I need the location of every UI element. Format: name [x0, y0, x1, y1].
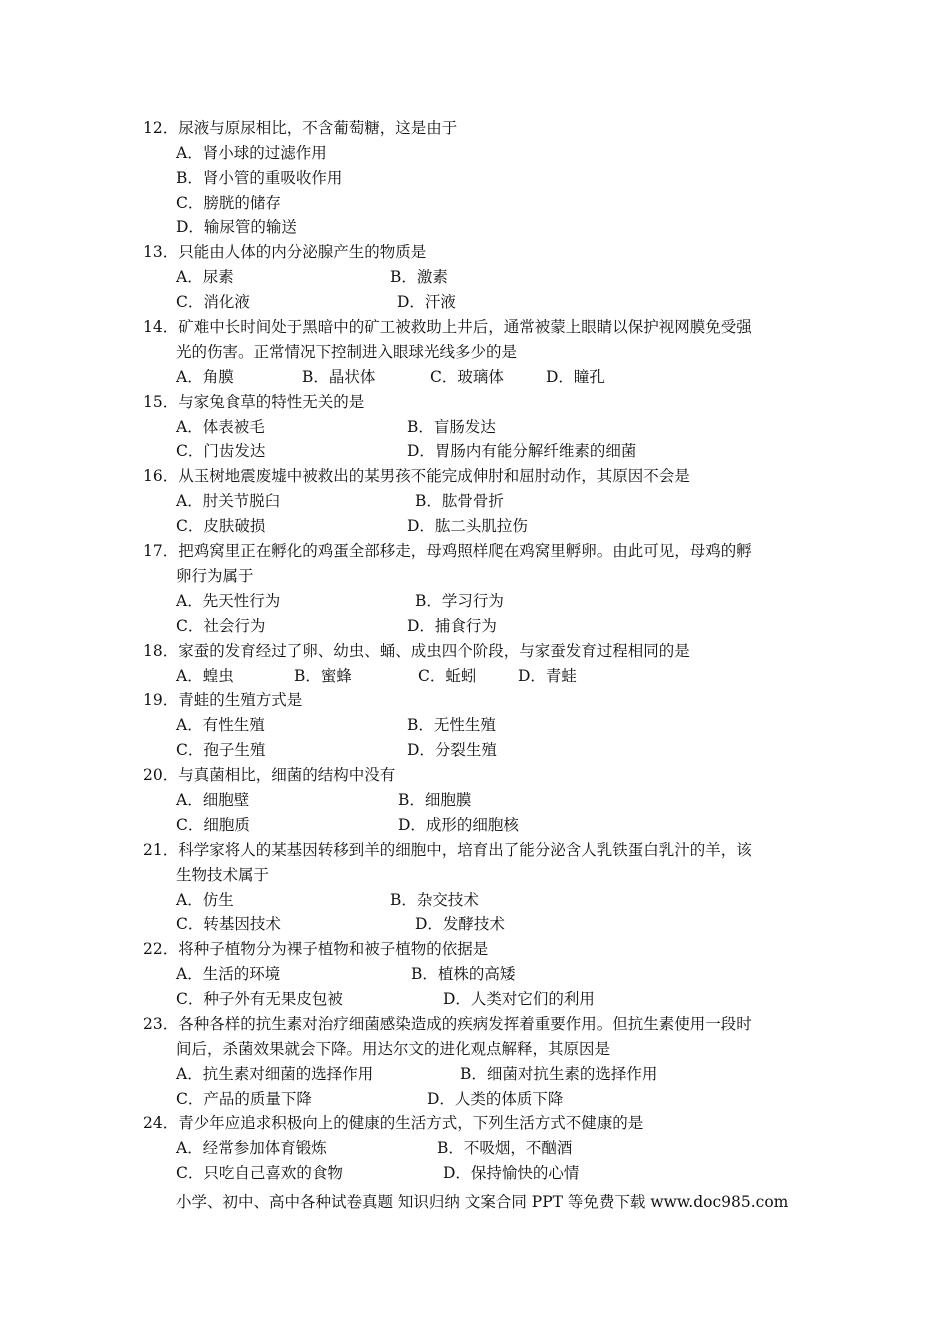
question-22-stem: 22．将种子植物分为裸子植物和被子植物的依据是 — [143, 940, 489, 958]
question-20-option-d: D．成形的细胞核 — [398, 816, 519, 834]
question-24-option-c: C．只吃自己喜欢的食物 — [176, 1164, 343, 1182]
question-13-option-b: B．激素 — [390, 268, 448, 286]
question-23-option-b: B．细菌对抗生素的选择作用 — [460, 1065, 658, 1083]
question-23-stem: 23．各种各样的抗生素对治疗细菌感染造成的疾病发挥着重要作用。但抗生素使用一段时 — [143, 1015, 752, 1033]
question-13-option-a: A．尿素 — [176, 268, 234, 286]
question-20-option-c: C．细胞质 — [176, 816, 250, 834]
question-18-option-d: D．青蛙 — [518, 667, 577, 685]
question-23-stem-continued: 间后，杀菌效果就会下降。用达尔文的进化观点解释，其原因是 — [176, 1040, 611, 1058]
question-12-option-b: B．肾小管的重吸收作用 — [176, 169, 343, 187]
question-19-option-c: C．孢子生殖 — [176, 741, 266, 759]
question-14-stem: 14．矿难中长时间处于黑暗中的矿工被救助上井后，通常被蒙上眼睛以保护视网膜免受强 — [143, 318, 752, 336]
question-14-option-b: B．晶状体 — [302, 368, 376, 386]
question-15-stem: 15．与家兔食草的特性无关的是 — [143, 393, 365, 411]
question-22-option-c: C．种子外有无果皮包被 — [176, 990, 343, 1008]
question-18-stem: 18．家蚕的发育经过了卵、幼虫、蛹、成虫四个阶段，与家蚕发育过程相同的是 — [143, 642, 690, 660]
question-16-option-c: C．皮肤破损 — [176, 517, 266, 535]
question-18-option-c: C．蚯蚓 — [418, 667, 477, 685]
page-footer: 小学、初中、高中各种试卷真题 知识归纳 文案合同 PPT 等免费下载 www.doc985.com — [176, 1193, 789, 1211]
question-15-option-a: A．体表被毛 — [176, 418, 265, 436]
question-22-option-d: D．人类对它们的利用 — [443, 990, 595, 1008]
question-19-option-a: A．有性生殖 — [176, 716, 265, 734]
question-22-option-a: A．生活的环境 — [176, 965, 281, 983]
question-14-option-a: A．角膜 — [176, 368, 234, 386]
question-12-option-a: A．肾小球的过滤作用 — [176, 144, 327, 162]
question-24-option-a: A．经常参加体育锻炼 — [176, 1139, 327, 1157]
question-21-option-c: C．转基因技术 — [176, 915, 281, 933]
question-18-option-b: B．蜜蜂 — [294, 667, 352, 685]
question-23-option-d: D．人类的体质下降 — [427, 1090, 564, 1108]
question-19-stem: 19．青蛙的生殖方式是 — [143, 691, 303, 709]
question-17-option-a: A．先天性行为 — [176, 592, 281, 610]
question-13-option-d: D．汗液 — [397, 293, 456, 311]
question-12-stem: 12．尿液与原尿相比，不含葡萄糖，这是由于 — [143, 119, 458, 137]
question-21-stem-continued: 生物技术属于 — [176, 866, 270, 884]
question-19-option-b: B．无性生殖 — [407, 716, 496, 734]
question-14-option-d: D．瞳孔 — [546, 368, 605, 386]
question-12-option-d: D．输尿管的输送 — [176, 218, 297, 236]
question-20-option-b: B．细胞膜 — [398, 791, 472, 809]
question-16-stem: 16．从玉树地震废墟中被救出的某男孩不能完成伸肘和屈肘动作，其原因不会是 — [143, 467, 690, 485]
question-16-option-d: D．肱二头肌拉伤 — [407, 517, 528, 535]
question-21-option-a: A．仿生 — [176, 891, 234, 909]
question-17-option-b: B．学习行为 — [415, 592, 504, 610]
question-15-option-d: D．胃肠内有能分解纤维素的细菌 — [407, 442, 637, 460]
question-23-option-c: C．产品的质量下降 — [176, 1090, 312, 1108]
question-24-option-d: D．保持愉快的心情 — [443, 1164, 580, 1182]
question-24-option-b: B．不吸烟，不酗酒 — [437, 1139, 573, 1157]
question-17-option-c: C．社会行为 — [176, 617, 266, 635]
question-15-option-c: C．门齿发达 — [176, 442, 266, 460]
question-16-option-b: B．肱骨骨折 — [415, 492, 504, 510]
question-21-option-d: D．发酵技术 — [415, 915, 505, 933]
question-15-option-b: B．盲肠发达 — [407, 418, 496, 436]
question-23-option-a: A．抗生素对细菌的选择作用 — [176, 1065, 374, 1083]
question-18-option-a: A．蝗虫 — [176, 667, 234, 685]
question-14-stem-continued: 光的伤害。正常情况下控制进入眼球光线多少的是 — [176, 343, 518, 361]
question-21-stem: 21．科学家将人的某基因转移到羊的细胞中，培育出了能分泌含人乳铁蛋白乳汁的羊，该 — [143, 841, 752, 859]
question-20-option-a: A．细胞壁 — [176, 791, 250, 809]
question-21-option-b: B．杂交技术 — [390, 891, 479, 909]
question-13-stem: 13．只能由人体的内分泌腺产生的物质是 — [143, 243, 427, 261]
question-22-option-b: B．植株的高矮 — [411, 965, 516, 983]
question-24-stem: 24．青少年应追求积极向上的健康的生活方式，下列生活方式不健康的是 — [143, 1114, 644, 1132]
question-12-option-c: C．膀胱的储存 — [176, 194, 281, 212]
question-20-stem: 20．与真菌相比，细菌的结构中没有 — [143, 766, 396, 784]
question-17-option-d: D．捕食行为 — [407, 617, 497, 635]
question-17-stem-continued: 卵行为属于 — [176, 567, 254, 585]
question-16-option-a: A．肘关节脱臼 — [176, 492, 281, 510]
question-19-option-d: D．分裂生殖 — [407, 741, 497, 759]
question-17-stem: 17．把鸡窝里正在孵化的鸡蛋全部移走，母鸡照样爬在鸡窝里孵卵。由此可见，母鸡的孵 — [143, 542, 752, 560]
question-14-option-c: C．玻璃体 — [430, 368, 504, 386]
question-13-option-c: C．消化液 — [176, 293, 250, 311]
